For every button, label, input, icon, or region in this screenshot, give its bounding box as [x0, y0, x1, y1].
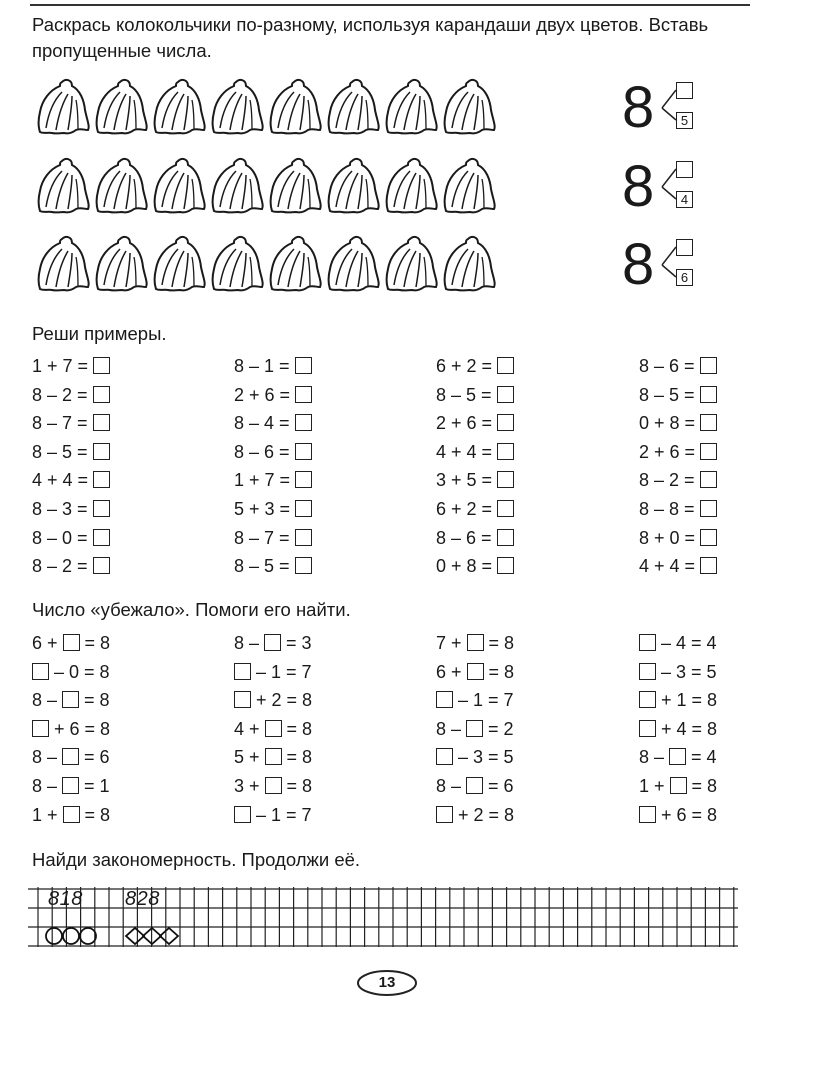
missing-right: = 4	[686, 747, 717, 768]
answer-box[interactable]	[639, 806, 656, 823]
split-top-box[interactable]	[676, 239, 693, 256]
pattern-circle	[63, 928, 79, 944]
split-top-box[interactable]	[676, 161, 693, 178]
missing-example	[234, 772, 312, 801]
bell-icon[interactable]	[322, 155, 380, 217]
answer-box[interactable]	[234, 691, 251, 708]
answer-box[interactable]	[63, 806, 80, 823]
example	[639, 381, 717, 410]
missing-example	[32, 772, 110, 801]
example	[436, 524, 514, 553]
missing-left: 6 +	[436, 661, 467, 682]
split-bottom-box: 6	[676, 269, 693, 286]
missing-right: = 8	[79, 690, 110, 711]
missing-example	[436, 715, 514, 744]
missing-example	[32, 686, 110, 715]
example-text: 6 + 2 =	[436, 498, 498, 519]
answer-box[interactable]	[639, 720, 656, 737]
missing-example	[32, 743, 110, 772]
missing-right: + 6 = 8	[656, 804, 718, 825]
missing-left: 8 –	[32, 690, 63, 711]
example-text: 8 – 4 =	[234, 413, 295, 434]
bell-icon[interactable]	[380, 76, 438, 138]
missing-example	[639, 715, 717, 744]
example	[32, 438, 110, 467]
examples-column	[32, 352, 110, 581]
answer-box[interactable]	[234, 806, 251, 823]
answer-box[interactable]	[497, 557, 514, 574]
answer-box[interactable]	[700, 557, 717, 574]
answer-box[interactable]	[466, 777, 483, 794]
bell-icon[interactable]	[32, 233, 90, 295]
missing-example	[639, 686, 717, 715]
missing-example	[32, 715, 110, 744]
answer-box[interactable]	[700, 471, 717, 488]
missing-example	[639, 629, 717, 658]
split-bottom-box: 4	[676, 191, 693, 208]
examples-column	[234, 352, 312, 581]
bell-icon[interactable]	[322, 76, 380, 138]
missing-right: = 8	[79, 804, 111, 825]
example-text: 6 + 2 =	[436, 356, 498, 376]
bell-icon[interactable]	[438, 233, 496, 295]
split-whole: 8	[622, 154, 655, 219]
answer-box[interactable]	[295, 414, 312, 431]
answer-box[interactable]	[639, 663, 656, 680]
example-text: 4 + 4 =	[436, 441, 498, 462]
split-whole: 8	[622, 232, 655, 297]
example	[32, 409, 110, 438]
missing-right: = 8	[79, 633, 111, 653]
missing-right: = 8	[483, 633, 515, 653]
example-text: 8 – 2 =	[639, 470, 700, 491]
page-number: 13	[356, 969, 418, 997]
missing-example	[32, 658, 110, 687]
example	[639, 438, 717, 467]
answer-box[interactable]	[295, 500, 312, 517]
pattern-diamond	[143, 928, 161, 944]
missing-left: 8 –	[234, 633, 265, 653]
answer-box[interactable]	[93, 529, 110, 546]
example-text: 8 – 5 =	[639, 384, 700, 405]
missing-example	[234, 686, 312, 715]
answer-box[interactable]	[700, 500, 717, 517]
missing-right: = 8	[281, 747, 313, 768]
missing-right: – 1 = 7	[453, 690, 514, 711]
missing-right: – 3 = 5	[453, 747, 514, 768]
pattern-shapes	[28, 887, 228, 947]
example-text: 8 – 2 =	[32, 556, 93, 577]
bell-icon[interactable]	[90, 233, 148, 295]
missing-right: = 1	[79, 775, 110, 796]
bell-icon[interactable]	[90, 155, 148, 217]
missing-right: + 4 = 8	[656, 718, 718, 739]
missing-left: 1 +	[32, 804, 63, 825]
missing-example	[639, 801, 717, 830]
missing-column	[436, 629, 514, 829]
missing-right: = 2	[483, 718, 514, 739]
answer-box[interactable]	[497, 471, 514, 488]
example	[32, 524, 110, 553]
answer-box[interactable]	[467, 634, 484, 651]
answer-box[interactable]	[700, 529, 717, 546]
example	[32, 352, 110, 381]
examples-column	[436, 352, 514, 581]
pattern-diamond	[126, 928, 144, 944]
example-text: 8 – 5 =	[32, 441, 93, 462]
example	[436, 495, 514, 524]
bell-icon[interactable]	[32, 155, 90, 217]
missing-left: 8 –	[436, 775, 467, 796]
missing-right: = 8	[686, 775, 718, 796]
answer-box[interactable]	[32, 663, 49, 680]
example	[639, 466, 717, 495]
missing-right: – 1 = 7	[251, 661, 312, 682]
answer-box[interactable]	[295, 471, 312, 488]
answer-box[interactable]	[93, 386, 110, 403]
split-whole: 8	[622, 75, 655, 140]
example-text: 8 – 1 =	[234, 356, 295, 376]
missing-right: = 6	[483, 775, 514, 796]
split-bottom-box: 5	[676, 112, 693, 129]
top-rule	[30, 4, 750, 6]
answer-box[interactable]	[93, 557, 110, 574]
example	[436, 552, 514, 581]
example	[234, 524, 312, 553]
example-text: 8 – 5 =	[234, 556, 295, 577]
answer-box[interactable]	[700, 386, 717, 403]
missing-left: 8 –	[32, 775, 63, 796]
example	[234, 409, 312, 438]
missing-example	[639, 743, 717, 772]
answer-box[interactable]	[93, 500, 110, 517]
example	[234, 438, 312, 467]
missing-example	[234, 629, 312, 658]
missing-right: – 4 = 4	[656, 633, 717, 653]
missing-left: 8 –	[32, 747, 63, 768]
answer-box[interactable]	[62, 777, 79, 794]
number-split	[622, 232, 712, 307]
answer-box[interactable]	[700, 443, 717, 460]
answer-box[interactable]	[670, 777, 687, 794]
answer-box[interactable]	[295, 386, 312, 403]
missing-right: = 8	[281, 718, 313, 739]
example	[639, 552, 717, 581]
missing-column	[639, 629, 717, 829]
example-text: 8 – 3 =	[32, 498, 93, 519]
missing-right: = 3	[281, 633, 312, 653]
answer-box[interactable]	[497, 414, 514, 431]
missing-example	[436, 743, 514, 772]
answer-box[interactable]	[295, 443, 312, 460]
example-text: 0 + 8 =	[639, 413, 701, 434]
bell-row	[32, 155, 496, 217]
example-text: 4 + 4 =	[639, 556, 701, 577]
missing-right: + 6 = 8	[49, 718, 111, 739]
example-text: 2 + 6 =	[436, 413, 498, 434]
bell-row	[32, 76, 496, 138]
example	[234, 495, 312, 524]
missing-left: 7 +	[436, 633, 467, 653]
missing-right: + 2 = 8	[251, 690, 313, 711]
example-text: 5 + 3 =	[234, 498, 296, 519]
pattern-seq-1: 818	[48, 888, 83, 910]
bell-icon[interactable]	[438, 76, 496, 138]
example	[32, 466, 110, 495]
bell-icon[interactable]	[32, 76, 90, 138]
missing-right: = 8	[483, 661, 515, 682]
answer-box[interactable]	[265, 777, 282, 794]
answer-box[interactable]	[295, 529, 312, 546]
example	[639, 495, 717, 524]
bell-icon[interactable]	[90, 76, 148, 138]
missing-left: 5 +	[234, 747, 265, 768]
split-top-box[interactable]	[676, 82, 693, 99]
pattern-grid[interactable]	[28, 887, 738, 947]
missing-left: 8 –	[436, 718, 467, 739]
example	[436, 381, 514, 410]
answer-box[interactable]	[63, 634, 80, 651]
example-text: 8 – 6 =	[639, 356, 700, 376]
example-text: 8 – 6 =	[234, 441, 295, 462]
missing-right: – 3 = 5	[656, 661, 717, 682]
missing-left: 1 +	[639, 775, 670, 796]
missing-left: 3 +	[234, 775, 265, 796]
answer-box[interactable]	[669, 748, 686, 765]
answer-box[interactable]	[32, 720, 49, 737]
example	[32, 495, 110, 524]
bell-icon[interactable]	[148, 76, 206, 138]
missing-example	[234, 715, 312, 744]
missing-left: 4 +	[234, 718, 265, 739]
number-split	[622, 154, 712, 229]
missing-right: + 1 = 8	[656, 690, 718, 711]
example-text: 8 – 5 =	[436, 384, 497, 405]
pattern-seq-2: 828	[125, 888, 160, 910]
missing-example	[436, 629, 514, 658]
bell-icon[interactable]	[438, 155, 496, 217]
missing-example	[436, 772, 514, 801]
answer-box[interactable]	[497, 500, 514, 517]
bell-icon[interactable]	[264, 155, 322, 217]
example	[32, 552, 110, 581]
example-text: 0 + 8 =	[436, 556, 498, 577]
answer-box[interactable]	[700, 357, 717, 374]
missing-example	[234, 743, 312, 772]
missing-example	[436, 801, 514, 830]
missing-example	[32, 629, 110, 658]
answer-box[interactable]	[436, 806, 453, 823]
example	[234, 352, 312, 381]
answer-box[interactable]	[436, 748, 453, 765]
example	[32, 381, 110, 410]
example-text: 8 + 0 =	[639, 527, 701, 548]
answer-box[interactable]	[295, 357, 312, 374]
pattern-circle	[46, 928, 62, 944]
bell-icon[interactable]	[206, 155, 264, 217]
answer-box[interactable]	[264, 634, 281, 651]
example-text: 8 – 8 =	[639, 498, 700, 519]
missing-right: + 2 = 8	[453, 804, 515, 825]
answer-box[interactable]	[265, 748, 282, 765]
task4-title: Найди закономерность. Продолжи её.	[32, 849, 361, 870]
examples-column	[639, 352, 717, 581]
example	[436, 466, 514, 495]
missing-right: – 1 = 7	[251, 804, 312, 825]
task2-title: Реши примеры.	[32, 323, 167, 344]
answer-box[interactable]	[639, 691, 656, 708]
answer-box[interactable]	[436, 691, 453, 708]
missing-column	[234, 629, 312, 829]
answer-box[interactable]	[497, 386, 514, 403]
example-text: 3 + 5 =	[436, 470, 498, 491]
pattern-diamond	[160, 928, 178, 944]
bell-icon[interactable]	[264, 76, 322, 138]
bell-icon[interactable]	[322, 233, 380, 295]
example	[436, 409, 514, 438]
missing-example	[436, 686, 514, 715]
answer-box[interactable]	[62, 691, 79, 708]
missing-right: – 0 = 8	[49, 661, 110, 682]
example-text: 8 – 6 =	[436, 527, 497, 548]
missing-example	[234, 801, 312, 830]
missing-column	[32, 629, 110, 829]
bell-icon[interactable]	[380, 155, 438, 217]
answer-box[interactable]	[497, 443, 514, 460]
missing-example	[32, 801, 110, 830]
example	[234, 466, 312, 495]
bell-row	[32, 233, 496, 295]
answer-box[interactable]	[639, 634, 656, 651]
answer-box[interactable]	[466, 720, 483, 737]
example-text: 8 – 0 =	[32, 527, 93, 548]
example	[234, 552, 312, 581]
example	[639, 352, 717, 381]
example-text: 2 + 6 =	[639, 441, 701, 462]
bell-icon[interactable]	[148, 155, 206, 217]
answer-box[interactable]	[93, 414, 110, 431]
bell-icon[interactable]	[206, 233, 264, 295]
pattern-circle	[80, 928, 96, 944]
example-text: 1 + 7 =	[32, 356, 94, 376]
example-text: 8 – 2 =	[32, 384, 93, 405]
answer-box[interactable]	[62, 748, 79, 765]
missing-example	[234, 658, 312, 687]
missing-example	[436, 658, 514, 687]
missing-right: = 8	[281, 775, 313, 796]
task3-title: Число «убежало». Помоги его найти.	[32, 599, 351, 620]
answer-box[interactable]	[497, 357, 514, 374]
bell-icon[interactable]	[380, 233, 438, 295]
number-split	[622, 75, 712, 150]
example	[436, 352, 514, 381]
answer-box[interactable]	[265, 720, 282, 737]
bell-icon[interactable]	[264, 233, 322, 295]
example-text: 4 + 4 =	[32, 470, 94, 491]
bell-icon[interactable]	[206, 76, 264, 138]
missing-right: = 6	[79, 747, 110, 768]
answer-box[interactable]	[295, 557, 312, 574]
answer-box[interactable]	[497, 529, 514, 546]
answer-box[interactable]	[93, 471, 110, 488]
example	[234, 381, 312, 410]
task1-text: Раскрась колокольчики по-разному, используя карандаши двух цветов. Вставь пропущенные числа.	[32, 14, 709, 61]
example-text: 1 + 7 =	[234, 470, 296, 491]
answer-box[interactable]	[93, 357, 110, 374]
missing-example	[639, 658, 717, 687]
answer-box[interactable]	[93, 443, 110, 460]
missing-example	[639, 772, 717, 801]
example-text: 8 – 7 =	[32, 413, 93, 434]
answer-box[interactable]	[467, 663, 484, 680]
missing-left: 8 –	[639, 747, 670, 768]
answer-box[interactable]	[700, 414, 717, 431]
example-text: 2 + 6 =	[234, 384, 296, 405]
answer-box[interactable]	[234, 663, 251, 680]
example-text: 8 – 7 =	[234, 527, 295, 548]
example	[639, 524, 717, 553]
missing-left: 6 +	[32, 633, 63, 653]
bell-icon[interactable]	[148, 233, 206, 295]
example	[436, 438, 514, 467]
example	[639, 409, 717, 438]
